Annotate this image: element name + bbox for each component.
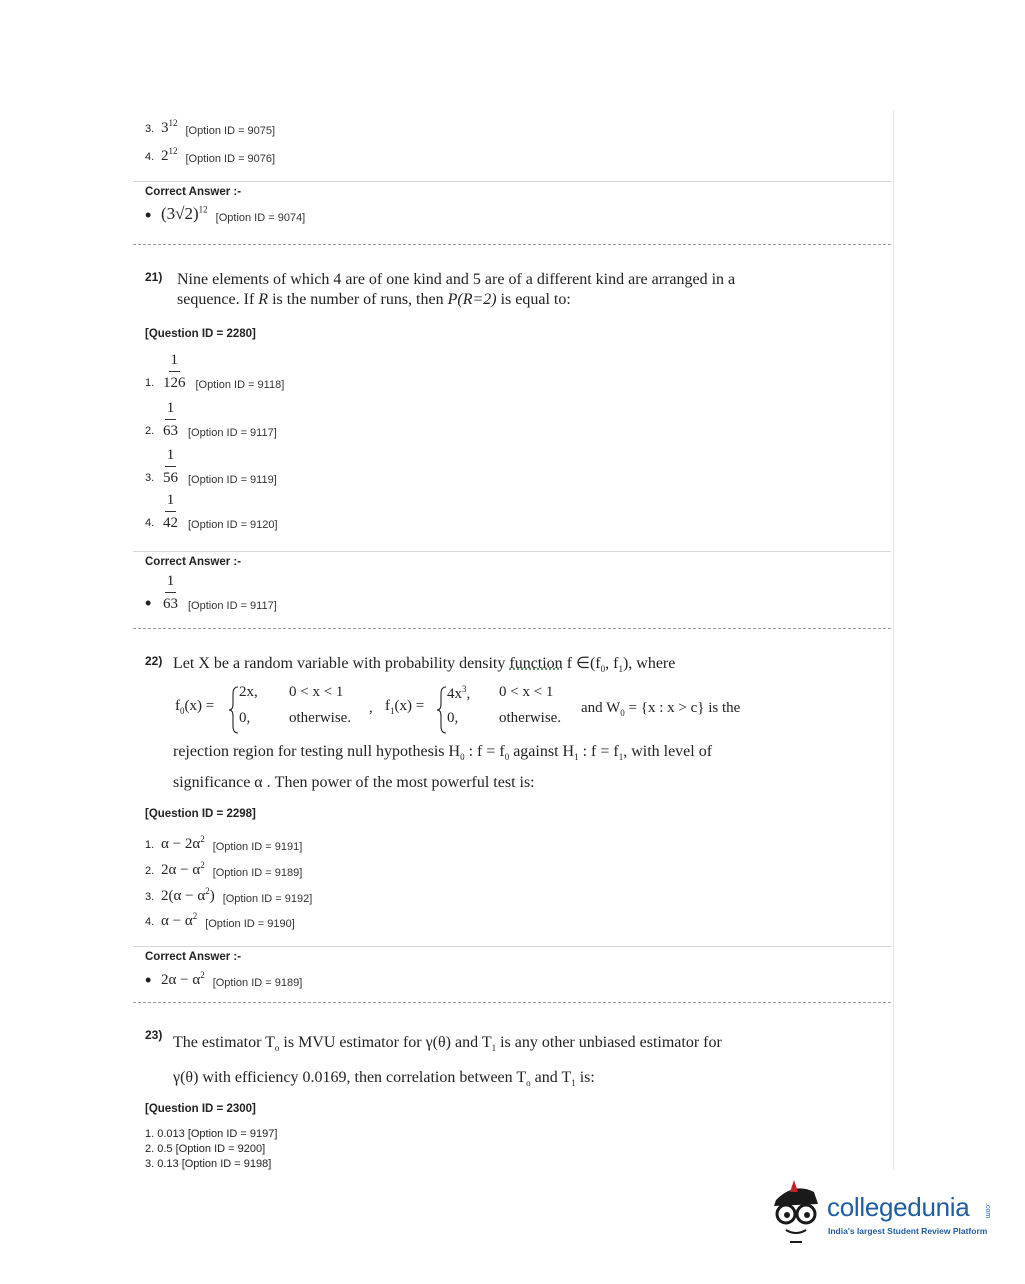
question-separator xyxy=(133,1002,891,1003)
q20-option-4: 4. $2^{12}$ [Option ID = 9076] xyxy=(145,146,276,165)
q22-option-3: 3. $2(\alpha - \alpha^2)$ [Option ID = 9192] xyxy=(145,886,313,905)
question-id: [Question ID = 2280] xyxy=(145,328,256,340)
question-text-cont: rejection region for testing null hypothesis $H_0$ : $f = f_0$ against $H_1$ : $f = f_1$, with level of significance α . Then power of the most powerful test is: xyxy=(173,743,713,792)
density-definitions: $f_0(x)$ = 2x, 0 < x < 1 0, otherwise. , $f_1(x)$ = $4x^3$, 0 < x < 1 0, otherwise. and $W_0 = \{x$ : x > c} is the xyxy=(175,684,785,738)
q21-option-3: 3. $\frac{1}{56}$ [Option ID = 9119] xyxy=(145,447,277,486)
collegedunia-logo xyxy=(766,1178,996,1248)
q22-option-1: 1. $\alpha - 2\alpha^2$ [Option ID = 9191] xyxy=(145,834,303,853)
q23-option-1: 1. 0.013 [Option ID = 9197] xyxy=(145,1128,278,1140)
q23-option-2: 2. 0.5 [Option ID = 9200] xyxy=(145,1143,266,1155)
correct-answer-label: Correct Answer :- xyxy=(145,951,242,963)
exam-page xyxy=(133,110,894,1170)
q21-option-4: 4. $\frac{1}{42}$ [Option ID = 9120] xyxy=(145,492,278,531)
brace-icon xyxy=(229,686,239,734)
correct-answer-label: Correct Answer :- xyxy=(145,186,242,198)
divider xyxy=(133,181,891,182)
divider xyxy=(133,946,891,947)
brand-domain: .com xyxy=(984,1203,991,1219)
q21-option-2: 2. $\frac{1}{63}$ [Option ID = 9117] xyxy=(145,400,277,439)
question-number: 23) xyxy=(145,1028,163,1042)
question-id: [Question ID = 2300] xyxy=(145,1103,256,1115)
q22-option-2: 2. $2\alpha - \alpha^2$ [Option ID = 9189] xyxy=(145,860,303,879)
q22-option-4: 4. $\alpha - \alpha^2$ [Option ID = 9190] xyxy=(145,911,295,930)
divider xyxy=(133,551,891,552)
question-separator xyxy=(133,628,891,629)
brand-tagline: India's largest Student Review Platform xyxy=(828,1226,988,1236)
question-text: The estimator $T_o$ is MVU estimator for γ(θ) and $T_1$ is any other unbiased estimator for γ(θ) with efficiency 0.0169, then correlation between $T_o$ and $T_1$ is: xyxy=(173,1034,722,1089)
question-id: [Question ID = 2298] xyxy=(145,808,256,820)
question-text: Let X be a random variable with probability density function f $\in(f_0$, $f_1$), where xyxy=(173,655,676,675)
q22-correct-answer: • $2\alpha - \alpha^2$ [Option ID = 9189] xyxy=(145,970,303,990)
q20-correct-answer: • $(3√2)^{12}$ [Option ID = 9074] xyxy=(145,204,306,225)
mascot-icon xyxy=(766,1178,826,1244)
q23-option-3: 3. 0.13 [Option ID = 9198] xyxy=(145,1158,272,1170)
brand-name: collegedunia xyxy=(827,1192,970,1222)
question-number: 21) xyxy=(145,270,163,284)
q20-option-3: 3. $3^{12}$ [Option ID = 9075] xyxy=(145,118,276,137)
question-text: Nine elements of which 4 are of one kind and 5 are of a different kind are arranged in a sequence. If R is the number of runs, then P(R=2) is equal to: xyxy=(177,271,736,308)
question-number: 22) xyxy=(145,654,163,668)
correct-answer-label: Correct Answer :- xyxy=(145,556,242,568)
q21-correct-answer: • $\frac{1}{63}$ [Option ID = 9117] xyxy=(145,573,277,613)
brace-icon xyxy=(437,686,447,734)
q21-option-1: 1. $\frac{1}{126}$ [Option ID = 9118] xyxy=(145,352,285,391)
question-separator xyxy=(133,244,891,245)
